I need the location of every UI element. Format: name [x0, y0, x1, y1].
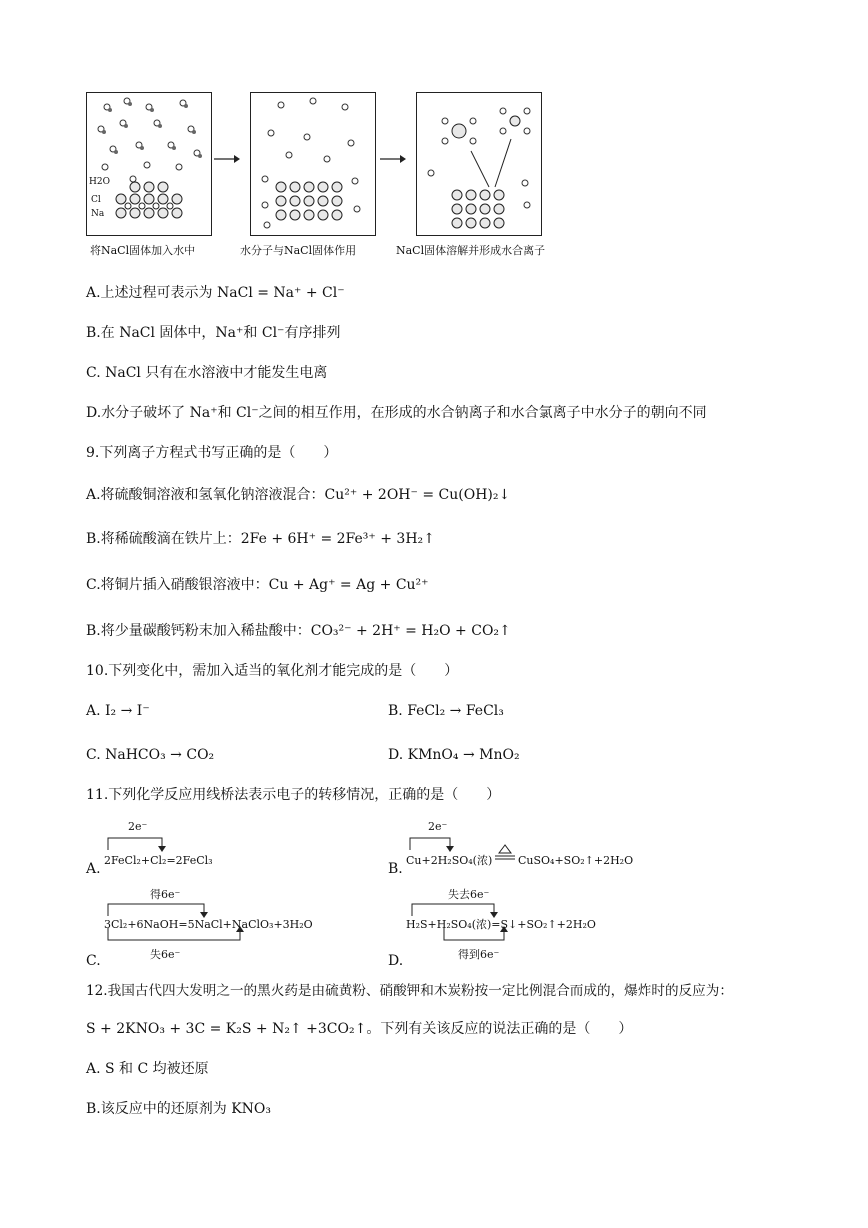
figure-panel-1 [86, 92, 212, 236]
q11-b-top: 2e⁻ [428, 820, 448, 833]
q11-c-label: C. [86, 953, 101, 969]
na-label: Na [91, 209, 105, 219]
q10-option-d: D. KMnO₄ → MnO₂ [388, 747, 520, 763]
q10-option-c: C. NaHCO₃ → CO₂ [86, 747, 215, 763]
q12-stem-line1: 12.我国古代四大发明之一的黑火药是由硫黄粉、硝酸钾和木炭粉按一定比例混合而成的，爆炸时的反应为： [86, 983, 733, 999]
q11-c-equation: 3Cl₂+6NaOH=5NaCl+NaClO₃+3H₂O [104, 918, 313, 931]
q11-b-equation-right: CuSO₄+SO₂↑+2H₂O [518, 854, 634, 867]
q11-c-top: 得6e⁻ [150, 888, 181, 901]
q11-d-label: D. [388, 953, 404, 969]
q11-d-equation: H₂S+H₂SO₄(浓)=S↓+SO₂↑+2H₂O [406, 918, 596, 931]
q12-option-a: A. S 和 C 均被还原 [86, 1061, 209, 1077]
q8-option-c: C. NaCl 只有在水溶液中才能发生电离 [86, 365, 328, 381]
q12-option-b: B.该反应中的还原剂为 KNO₃ [86, 1101, 271, 1117]
water-molecules-illustration-2 [251, 93, 375, 235]
figure-caption-2: 水分子与NaCl固体作用 [240, 244, 357, 257]
q11-stem: 11.下列化学反应用线桥法表示电子的转移情况，正确的是（ ） [86, 787, 501, 803]
h2o-label: H2O [89, 177, 110, 187]
q11-a-label: A. [86, 861, 101, 877]
q12-stem-tail: 。下列有关该反应的说法正确的是（ ） [366, 1021, 633, 1037]
q11-c-bottom: 失6e⁻ [150, 948, 181, 961]
figure-panel-2 [250, 92, 376, 236]
q12-equation: S + 2KNO₃ + 3C = K₂S + N₂↑ +3CO₂↑ [86, 1021, 367, 1037]
q9-option-c: C.将铜片插入硝酸银溶液中：Cu + Ag⁺ = Ag + Cu²⁺ [86, 577, 429, 593]
arrow-right-icon [380, 154, 406, 164]
q9-option-b: B.将稀硫酸滴在铁片上：2Fe + 6H⁺ = 2Fe³⁺ + 3H₂↑ [86, 531, 435, 547]
q11-d-bottom: 得到6e⁻ [458, 948, 500, 961]
q10-stem: 10.下列变化中，需加入适当的氧化剂才能完成的是（ ） [86, 663, 459, 679]
water-molecules-illustration-1 [87, 93, 211, 235]
q11-a-top: 2e⁻ [128, 820, 148, 833]
q11-b-equation-left: Cu+2H₂SO₄(浓) [406, 854, 493, 867]
arrow-right-icon [214, 154, 240, 164]
q8-option-b: B.在 NaCl 固体中，Na⁺和 Cl⁻有序排列 [86, 325, 341, 341]
q11-a-equation: 2FeCl₂+Cl₂=2FeCl₃ [104, 854, 213, 867]
figure-caption-1: 将NaCl固体加入水中 [90, 244, 196, 257]
q11-d-top: 失去6e⁻ [448, 888, 490, 901]
q8-option-d: D.水分子破坏了 Na⁺和 Cl⁻之间的相互作用，在形成的水合钠离子和水合氯离子中水分子的朝向不同 [86, 405, 707, 421]
heat-equilibrium-icon [494, 844, 516, 864]
q9-option-d: B.将少量碳酸钙粉末加入稀盐酸中：CO₃²⁻ + 2H⁺ = H₂O + CO₂↑ [86, 623, 511, 639]
q9-stem: 9.下列离子方程式书写正确的是（ ） [86, 445, 338, 461]
figure-panel-3 [416, 92, 542, 236]
q11-b-label: B. [388, 861, 403, 877]
q10-option-a: A. I₂ → I⁻ [86, 703, 150, 719]
cl-label: Cl [91, 195, 101, 205]
q9-option-a: A.将硫酸铜溶液和氢氧化钠溶液混合：Cu²⁺ + 2OH⁻ = Cu(OH)₂↓ [86, 487, 511, 503]
figure-caption-3: NaCl固体溶解并形成水合离子 [396, 244, 546, 257]
hydrated-ions-illustration [417, 93, 541, 235]
q12-stem-line2 [86, 1020, 632, 1038]
q10-option-b: B. FeCl₂ → FeCl₃ [388, 703, 504, 719]
q8-option-a: A.上述过程可表示为 NaCl = Na⁺ + Cl⁻ [86, 285, 345, 301]
